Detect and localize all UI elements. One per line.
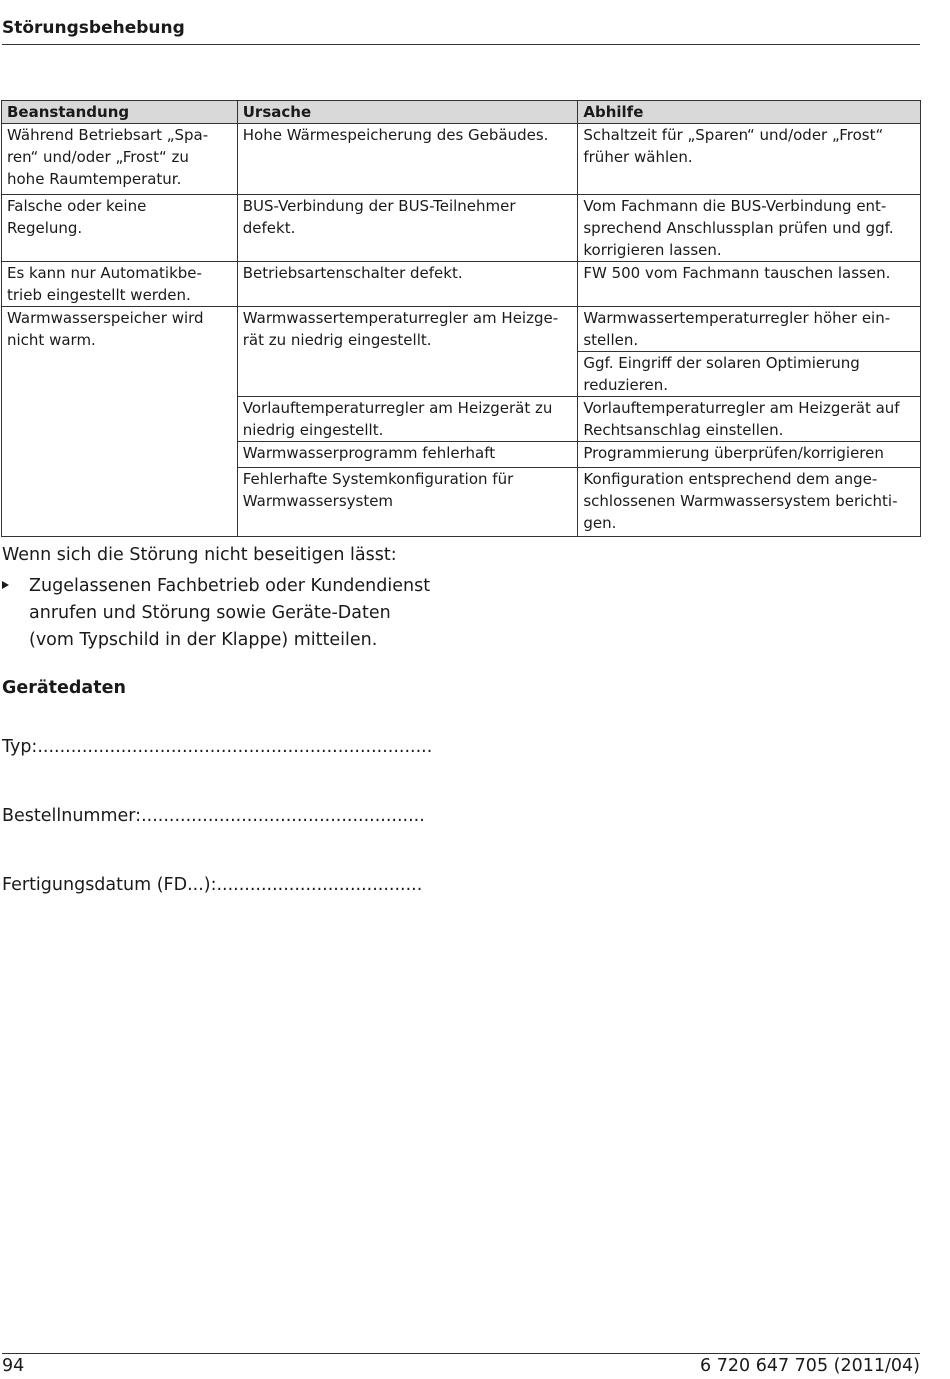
cause-cell: Warmwasserprogramm fehlerhaft — [237, 442, 578, 468]
table-row — [2, 262, 921, 307]
footer-divider — [2, 1353, 920, 1354]
cause-cell: BUS-Verbindung der BUS-Teilnehmer defekt. — [237, 195, 578, 262]
problem-cell: Falsche oder keine Regelung. — [2, 195, 238, 262]
contact-instruction-text: Zugelassenen Fachbetrieb oder Kundendienst anrufen und Störung sowie Geräte-Daten (vom Typschild in der Klappe) mitteilen. — [29, 576, 431, 650]
table-row — [2, 195, 921, 262]
contact-intro: Wenn sich die Störung nicht beseitigen lässt: — [2, 545, 397, 565]
cause-cell: Fehlerhafte Systemkonfiguration für Warmwassersystem — [237, 468, 578, 537]
bullet-triangle-icon — [2, 581, 9, 589]
cause-cell: Betriebsartenschalter defekt. — [237, 262, 578, 307]
device-data-title: Gerätedaten — [2, 678, 126, 698]
table-row — [2, 307, 921, 352]
cause-cell: Warmwassertemperaturregler am Heizge- rät zu niedrig eingestellt. — [237, 307, 578, 397]
remedy-cell: Schaltzeit für „Sparen“ und/oder „Frost“ früher wählen. — [578, 124, 921, 195]
document-id: 6 720 647 705 (2011/04) — [700, 1356, 920, 1376]
page-number: 94 — [2, 1356, 25, 1376]
type-field: Typ:....................................................................... — [2, 737, 433, 757]
header-divider — [2, 44, 920, 45]
manufacturing-date-field: Fertigungsdatum (FD...):..................................... — [2, 875, 423, 895]
remedy-cell: Programmierung überprüfen/korrigieren — [578, 442, 921, 468]
remedy-cell: Konfiguration entsprechend dem ange- schlossenen Warmwassersystem berichti- gen. — [578, 468, 921, 537]
order-number-field: Bestellnummer:................................................... — [2, 806, 425, 826]
remedy-cell: Warmwassertemperaturregler höher ein- stellen. — [578, 307, 921, 352]
problem-cell: Es kann nur Automatikbe- trieb eingestellt werden. — [2, 262, 238, 307]
cause-cell: Hohe Wärmespeicherung des Gebäudes. — [237, 124, 578, 195]
column-header-cause: Ursache — [237, 101, 578, 124]
table-row — [2, 124, 921, 195]
remedy-cell: Vorlauftemperaturregler am Heizgerät auf Rechtsanschlag einstellen. — [578, 397, 921, 442]
remedy-cell: Vom Fachmann die BUS-Verbindung ent- sprechend Anschlussplan prüfen und ggf. korrigieren lassen. — [578, 195, 921, 262]
page-title: Störungsbehebung — [2, 18, 185, 38]
remedy-cell: Ggf. Eingriff der solaren Optimierung reduzieren. — [578, 352, 921, 397]
table-header-row — [2, 101, 921, 124]
troubleshooting-table — [1, 100, 921, 537]
cause-cell: Vorlauftemperaturregler am Heizgerät zu niedrig eingestellt. — [237, 397, 578, 442]
column-header-problem: Beanstandung — [2, 101, 238, 124]
problem-cell: Während Betriebsart „Spa- ren“ und/oder „Frost“ zu hohe Raumtemperatur. — [2, 124, 238, 195]
column-header-remedy: Abhilfe — [578, 101, 921, 124]
remedy-cell: FW 500 vom Fachmann tauschen lassen. — [578, 262, 921, 307]
problem-cell: Warmwasserspeicher wird nicht warm. — [2, 307, 238, 537]
